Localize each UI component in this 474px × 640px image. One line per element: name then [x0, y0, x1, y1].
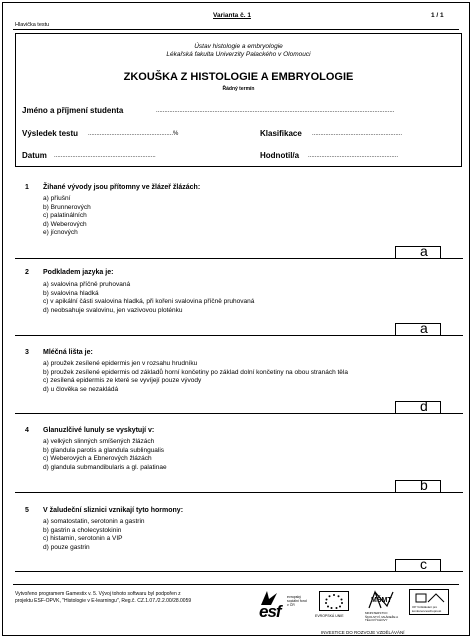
test-result-field[interactable]: ...................................................%: [88, 131, 179, 137]
answer-letter: d: [420, 398, 428, 414]
classification-label: Klasifikace: [260, 129, 302, 138]
option[interactable]: a) velkých slinných smíšených žlázách: [43, 438, 155, 445]
msmt-subtext: MINISTERSTVO ŠKOLSTVÍ, MLÁDEŽE A TĚLOVÝCHOVY: [365, 611, 399, 622]
student-name-field[interactable]: ...............................................................................................................................................: [156, 108, 395, 114]
exam-term: Řádný termín: [222, 86, 255, 92]
answer-box: [395, 559, 441, 571]
exam-title: ZKOUŠKA Z HISTOLOGIE A EMBRYOLOGIE: [123, 71, 354, 83]
question-divider: [15, 413, 463, 414]
footer-line-2: projektu ESF-OPVK, "Histologie v E-learningu", Reg.č. CZ.1.07./2.2.00/28.0059: [15, 598, 192, 604]
option[interactable]: b) glandula parotis a glandula sublingualis: [43, 446, 165, 454]
option[interactable]: d) pouze gastrin: [43, 543, 90, 551]
option[interactable]: d) glandula submandibularis a gl. palatinae: [43, 463, 167, 471]
op-vk-logo: [409, 589, 449, 615]
question-number: 3: [25, 349, 29, 356]
eu-subtext: EVROPSKÁ UNIE: [315, 614, 344, 618]
op-vk-subtext: OP Vzdělávání pro konkurenceschopnost: [412, 605, 442, 613]
question-number: 4: [25, 427, 29, 434]
msmt-logo-text: MŠMT: [371, 597, 392, 604]
esf-subtext: evropský sociální fond v ČR: [287, 595, 307, 607]
question-text: Žihané vývody jsou přítomny ve žlázeř žlázách:: [43, 184, 201, 191]
answer-box: [395, 480, 441, 492]
test-result-label: Výsledek testu: [22, 129, 79, 138]
student-name-label: Jméno a příjmení studenta: [22, 106, 124, 115]
option[interactable]: d) u člověka se nezakládá: [43, 385, 119, 393]
question-text: Podkladem jazyka je:: [43, 269, 114, 276]
answer-box: [395, 246, 441, 258]
eu-stars-icon: [320, 592, 348, 610]
question-divider: [15, 492, 463, 493]
option[interactable]: d) neobsahuje svalovinu, jen vazivovou ploténku: [43, 306, 183, 314]
header-divider: [13, 29, 459, 30]
institute-name: Ústav histologie a embryologie: [194, 43, 283, 50]
question-number: 1: [25, 184, 29, 191]
question-text: Mléčná lišta je:: [43, 349, 93, 356]
header-label: Hlavička testu: [15, 22, 50, 28]
question-divider: [15, 258, 463, 259]
question-text: V žaludeční sliznici vznikají tyto hormony:: [43, 507, 184, 514]
answer-letter: b: [420, 477, 428, 493]
option[interactable]: d) Weberových: [43, 220, 87, 228]
question-number: 2: [25, 269, 29, 276]
op-vk-emblem-icon: [410, 590, 448, 606]
test-page: [2, 2, 470, 636]
option[interactable]: e) jícnových: [43, 229, 78, 236]
answer-letter: a: [420, 320, 428, 336]
option[interactable]: c) zesílená epidermis ze které se vyvíjejí pouze vývody: [43, 377, 202, 384]
classification-field[interactable]: ......................................................: [312, 131, 403, 137]
title-box: [15, 33, 462, 167]
answer-letter: a: [420, 243, 428, 259]
option[interactable]: a) somatostatin, serotonin a gastrin: [43, 518, 145, 525]
page-number: 1 / 1: [431, 12, 444, 19]
option[interactable]: b) svalovina hladká: [43, 289, 99, 297]
date-label: Datum: [22, 151, 47, 160]
date-field[interactable]: .............................................................: [54, 153, 156, 159]
msmt-logo: [365, 588, 401, 622]
answer-box: [395, 323, 441, 335]
faculty-name: Lékařská fakulta Univerzity Palackého v Olomouci: [166, 51, 311, 58]
option[interactable]: a) svalovina příčně pruhovaná: [43, 281, 131, 288]
option[interactable]: c) histamin, serotonin a VIP: [43, 535, 123, 542]
option[interactable]: a) příušní: [43, 195, 71, 202]
footer-divider: [13, 584, 459, 585]
option[interactable]: b) proužek zesílené epidermis od základů horní končetiny po základ dolní končetiny na obou stranách těla: [43, 368, 348, 376]
answer-letter: c: [420, 556, 427, 572]
esf-logo: [257, 589, 309, 623]
question-text: Glanuzlčivé lunuly se vyskytují v:: [43, 427, 155, 434]
investment-slogan: INVESTICE DO ROZVOJE VZDĚLÁVÁNÍ: [321, 630, 405, 635]
option[interactable]: b) gastrin a cholecystokinin: [43, 526, 122, 534]
option[interactable]: b) Brunnerových: [43, 203, 91, 211]
eu-flag-logo: [319, 591, 349, 611]
option[interactable]: c) palatinálních: [43, 212, 87, 219]
footer-line-1: Vytvořeno programem Gamestix v. 5. Vývoj tohoto softwaru byl podpořen z: [15, 591, 181, 597]
question-divider: [15, 335, 463, 336]
option[interactable]: c) v apikální části svalovina hladká, při kořeni svalovina příčně pruhovaná: [43, 298, 255, 305]
option[interactable]: a) proužek zesílené epidermis jen v rozsahu hrudníku: [43, 360, 198, 367]
option[interactable]: c) Weberových a Ebnerových žlázách: [43, 455, 152, 462]
answer-box: [395, 401, 441, 413]
grader-field[interactable]: ......................................................: [308, 153, 399, 159]
grader-label: Hodnotil/a: [260, 151, 300, 160]
esf-logo-text: esf: [259, 602, 281, 621]
question-number: 5: [25, 507, 29, 514]
variant-label: Varianta č. 1: [213, 12, 251, 19]
question-divider: [15, 571, 463, 572]
